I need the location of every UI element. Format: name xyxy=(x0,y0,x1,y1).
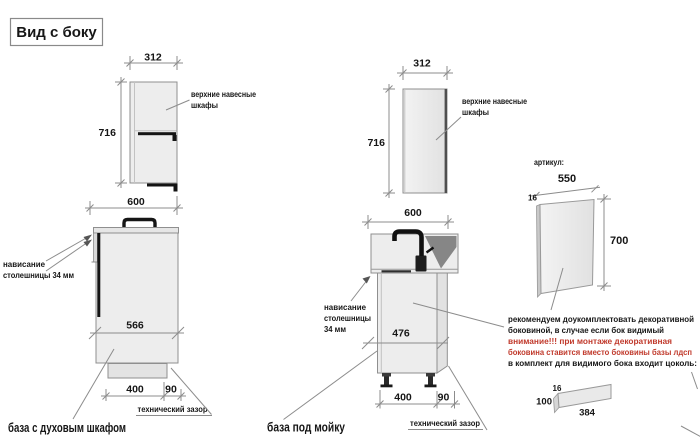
note-line: рекомендуем доукомплектовать декоративной xyxy=(508,314,694,324)
countertop xyxy=(94,228,179,234)
dim-value: 600 xyxy=(127,196,145,208)
leader-line xyxy=(46,242,88,271)
cabinet-foot xyxy=(425,373,437,387)
thickness-value: 16 xyxy=(528,193,537,203)
dim-value: 400 xyxy=(394,391,412,404)
dim-width-600 xyxy=(85,196,183,215)
label-line: столешницы xyxy=(324,313,371,323)
leader-line xyxy=(284,351,378,420)
wall-cabinet-label xyxy=(436,96,527,140)
dim-value: 90 xyxy=(437,391,450,404)
label-line: нависание xyxy=(324,302,367,312)
dim-height-716 xyxy=(98,77,127,188)
dim-value: 312 xyxy=(413,57,431,70)
note-line: в комплект для видимого бока входит цоколь: xyxy=(508,358,698,368)
plinth-part-drawing xyxy=(536,384,611,419)
base-cabinet-body xyxy=(378,273,438,373)
sink-base-caption xyxy=(267,351,377,435)
side-panel-face xyxy=(437,273,447,373)
caption-text: база с духовым шкафом xyxy=(8,420,126,435)
oven-wall-cabinet-drawing xyxy=(98,52,256,192)
sink-base-cabinet-drawing xyxy=(267,207,504,435)
label-line: нависание xyxy=(3,259,46,269)
label-line: технический зазор xyxy=(137,404,208,414)
leader-line xyxy=(73,349,114,419)
plinth xyxy=(108,364,167,379)
overhang-label xyxy=(324,276,371,334)
dim-width-550 xyxy=(531,173,600,199)
dim-value: 476 xyxy=(392,327,410,340)
overhang-strip xyxy=(94,233,98,262)
dim-value: 312 xyxy=(144,51,162,64)
leader-line-fragment xyxy=(692,372,698,389)
note-line-warning: внимание!!! при монтаже декоративная xyxy=(508,336,673,346)
dim-plinth-400-90 xyxy=(375,390,460,409)
dim-value: 566 xyxy=(126,319,144,332)
arrowhead xyxy=(84,240,93,247)
dim-width-600 xyxy=(362,207,454,229)
dim-value: 400 xyxy=(126,383,144,396)
thickness-value: 16 xyxy=(552,384,562,393)
dim-value: 716 xyxy=(367,137,385,149)
overhang-label xyxy=(3,235,92,281)
length-value: 384 xyxy=(579,407,595,419)
page-title: Вид с боку xyxy=(16,24,97,41)
label-line: шкафы xyxy=(462,107,489,117)
dim-value: 600 xyxy=(404,207,422,219)
panel-face xyxy=(540,200,594,294)
label-line: столешницы 34 мм xyxy=(3,270,74,280)
leader-line xyxy=(46,237,88,261)
dim-height-700 xyxy=(597,194,628,291)
caption-text: база под мойку xyxy=(267,419,346,435)
height-value: 100 xyxy=(536,396,552,408)
note-line-warning: боковина ставится вместо боковины базы лдсп xyxy=(508,347,692,357)
dim-plinth-400-90 xyxy=(101,382,186,401)
plinth-face xyxy=(558,385,611,408)
base-cabinet-body xyxy=(96,233,178,363)
side-panel-drawing xyxy=(528,157,628,310)
note-line: боковиной, в случае если бок видимый xyxy=(508,325,664,335)
dim-value: 550 xyxy=(557,173,577,185)
label-line: верхние навесные xyxy=(191,89,257,99)
wall-cabinet-label xyxy=(166,89,256,110)
oven-handle xyxy=(124,220,155,229)
dim-width-312 xyxy=(397,58,453,81)
leader-line xyxy=(351,279,368,301)
mount-bracket xyxy=(147,184,178,192)
note-block xyxy=(508,314,697,368)
dim-tick xyxy=(592,185,599,192)
title-box xyxy=(11,19,103,46)
article-heading: артикул: xyxy=(534,157,565,167)
label-line: 34 мм xyxy=(324,324,346,334)
oven-door-edge xyxy=(97,233,100,317)
sink-wall-cabinet-drawing xyxy=(367,58,527,199)
label-line: верхние навесные xyxy=(462,96,528,106)
label-line: шкафы xyxy=(191,100,218,110)
dim-width-312 xyxy=(124,52,183,71)
dim-value: 90 xyxy=(165,383,177,396)
cabinet-foot xyxy=(381,373,393,387)
dim-value: 716 xyxy=(98,127,116,139)
arrowhead xyxy=(363,276,371,284)
faucet-base xyxy=(416,256,427,272)
leader-line-fragment xyxy=(681,426,700,438)
label-line: технический зазор xyxy=(410,418,480,428)
oven-base-cabinet-drawing xyxy=(3,196,212,435)
wall-cabinet-body xyxy=(403,89,447,193)
dim-height-716 xyxy=(367,84,395,198)
dim-value: 700 xyxy=(610,235,629,247)
